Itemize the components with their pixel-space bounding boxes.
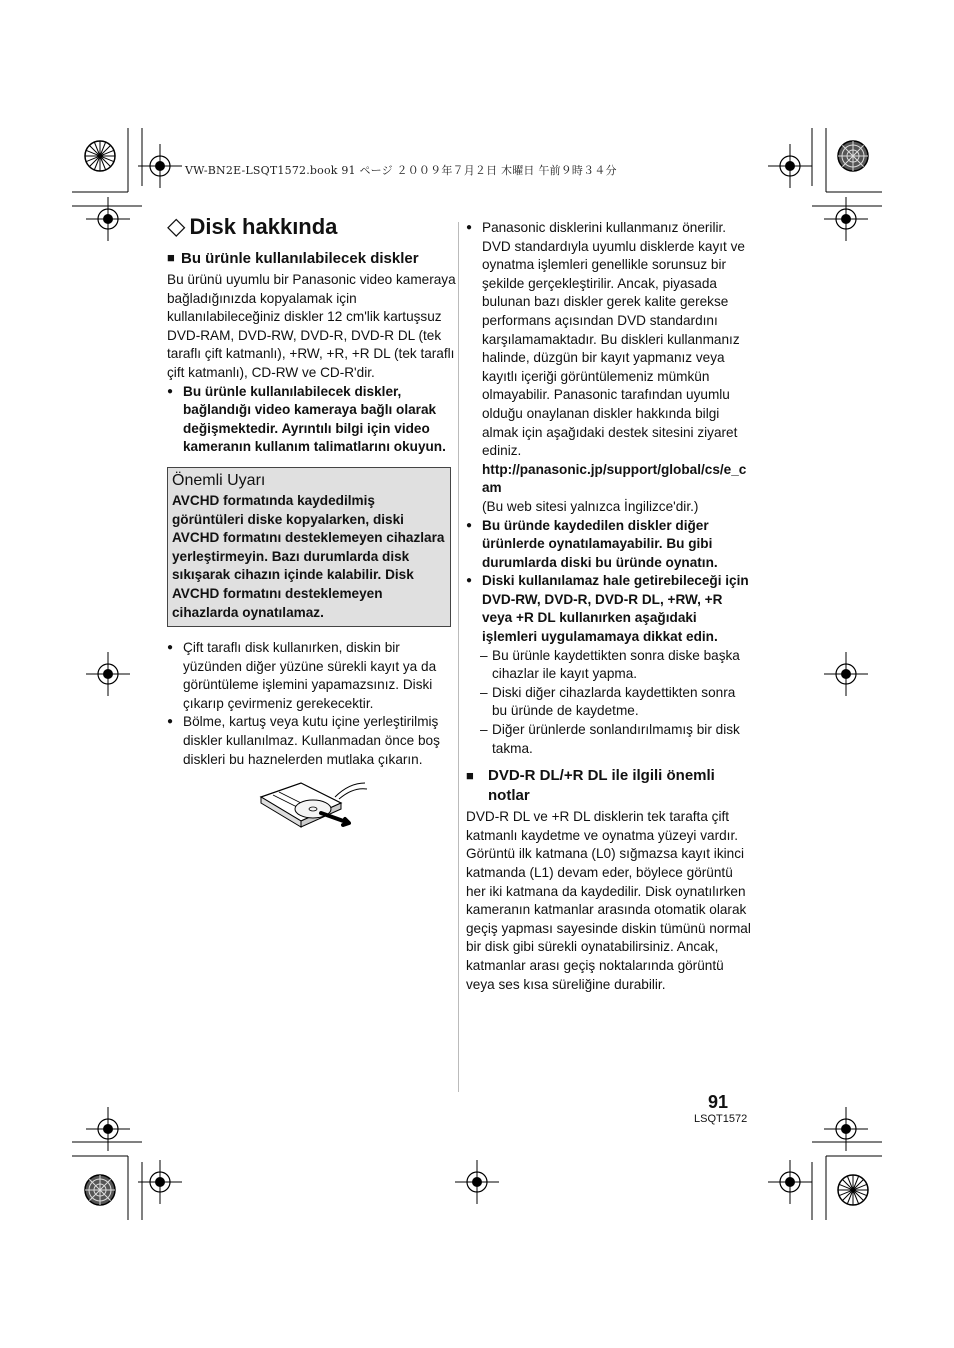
dual-layer-text: DVD-R DL ve +R DL disklerin tek tarafta çift katmanlı kaydetme ve oynatma yüzeyi vardır. Görüntü ilk katmana (L0) sığmazsa kayıt ikinci katmanda (L1) devam eder, böylece görüntü her iki katmana da kaydedilir. Disk oynatılırken kameranın katmanlar arasında otomatik olarak geçiş yapması sayesinde diskin tümünü normal bir disk gibi sürekli oynatabilirsiniz. Ancak, katmanlar arası geçiş noktalarında görüntü veya ses kısa süreliğine durabilir. xyxy=(466,809,751,992)
warning-text: AVCHD formatında kaydedilmiş görüntüleri diske kopyalarken, diski AVCHD formatını desteklemeyen cihazlara yerleştirmeyin. Bazı durumlarda disk sıkışarak cihazın içinde kalabilir. Disk AVCHD formatını desteklemeyen cihazlarda oynatılamaz. xyxy=(172,492,445,620)
bullet-item: ● Bölme, kartuş veya kutu içine yerleştirilmiş diskler kullanılmaz. Kullanmadan önce boş diskleri bu haznelerden mutlaka çıkarın. xyxy=(167,713,457,769)
bullet-icon: ● xyxy=(167,642,174,654)
url-note: (Bu web sitesi yalnızca İngilizce'dir.) xyxy=(482,498,699,514)
bullet-item: ● Panasonic disklerini kullanmanız önerilir. DVD standardıyla uyumlu disklerde kayıt ve oynatma işlemleri genellikle sorunsuz bir şekilde gerçekleştirilir. Ancak, piyasada bulunan bazı diskler gerek kalite gerekse performans açısından DVD standardını karşılamamaktadır. Bu diskleri kullanmanız halinde, düzgün bir kayıt yapmanız veya kayıtlı içeriği görüntülemeniz mümkün olmayabilir. Panasonic tarafından uyumlu olduğu onaylanan diskler hakkında bilgi almak için aşağıdaki destek sitesini ziyaret ediniz. xyxy=(466,219,752,461)
dash-item: – Bu ürünle kaydettikten sonra diske başka cihazlar ile kayıt yapma. xyxy=(480,647,740,682)
bullet-item: ● Çift taraflı disk kullanırken, diskin bir yüzünden diğer yüzüne sürekli kayıt ya da görüntüleme işlemini yapamazsınız. Diski çıkarıp çevirmeniz gerekecektir. xyxy=(167,639,457,713)
left-column xyxy=(167,214,457,833)
important-warning-box xyxy=(167,467,451,627)
usable-discs-text: Bu ürünü uyumlu bir Panasonic video kameraya bağladığınızda kopyalamak için kullanılabileceğiniz diskler 12 cm'lik kartuşsuz DVD-RAM, DVD-RW, DVD-R, DVD-R DL (tek taraflı çift katmanlı), +RW, +R, +R DL (tek taraflı çift katmanlı), CD-RW ve CD-R'dir. xyxy=(167,272,456,380)
book-header: VW-BN2E-LSQT1572.book 91 ページ ２００９年７月２日 木曜日 午前９時３４分 xyxy=(185,164,617,177)
square-bullet-icon: ■ xyxy=(466,768,474,784)
diamond-icon: ◇ xyxy=(167,213,186,240)
document-code: LSQT1572 xyxy=(694,1113,748,1125)
section-heading-dual-layer: ■ DVD-R DL/+R DL ile ilgili önemli notlar xyxy=(466,767,715,805)
page-title-text: Disk hakkında xyxy=(189,214,338,239)
section-heading-usable-discs: ■ Bu ürünle kullanılabilecek diskler xyxy=(167,250,419,267)
column-divider xyxy=(458,222,459,1092)
bullet-icon: ● xyxy=(466,575,473,587)
square-bullet-icon: ■ xyxy=(167,250,175,265)
dash-item: – Diğer ürünlerde sonlandırılmamış bir disk takma. xyxy=(480,722,740,756)
disc-removal-illustration xyxy=(257,777,377,833)
bullet-item: ● Diski kullanılamaz hale getirebileceği için DVD-RW, DVD-R, DVD-R DL, +RW, +R veya +R DL kullanırken aşağıdaki işlemleri uygulamamaya dikkat edin. xyxy=(466,572,752,646)
bullet-item: ● Bu ürünle kullanılabilecek diskler, bağlandığı video kameraya bağlı olarak değişmektedir. Ayrıntılı bilgi için video kameranın kullanım talimatlarını okuyun. xyxy=(167,383,457,457)
bullet-icon: ● xyxy=(466,519,473,531)
bullet-icon: ● xyxy=(466,222,473,233)
bullet-item: ● Bu üründe kaydedilen diskler diğer ürünlerde oynatılamayabilir. Bu gibi durumlarda diski bu üründe oynatın. xyxy=(466,517,752,573)
bullet-icon: ● xyxy=(167,716,174,728)
right-column xyxy=(466,219,752,994)
support-url[interactable]: http://panasonic.jp/support/global/cs/e_cam xyxy=(482,461,747,496)
page-number: 91 xyxy=(708,1092,729,1112)
page-title xyxy=(167,214,457,240)
warning-title: Önemli Uyarı xyxy=(172,471,266,489)
dash-item: – Diski diğer cihazlarda kaydettikten sonra bu üründe de kaydetme. xyxy=(480,684,736,719)
bullet-icon: ● xyxy=(167,385,174,397)
